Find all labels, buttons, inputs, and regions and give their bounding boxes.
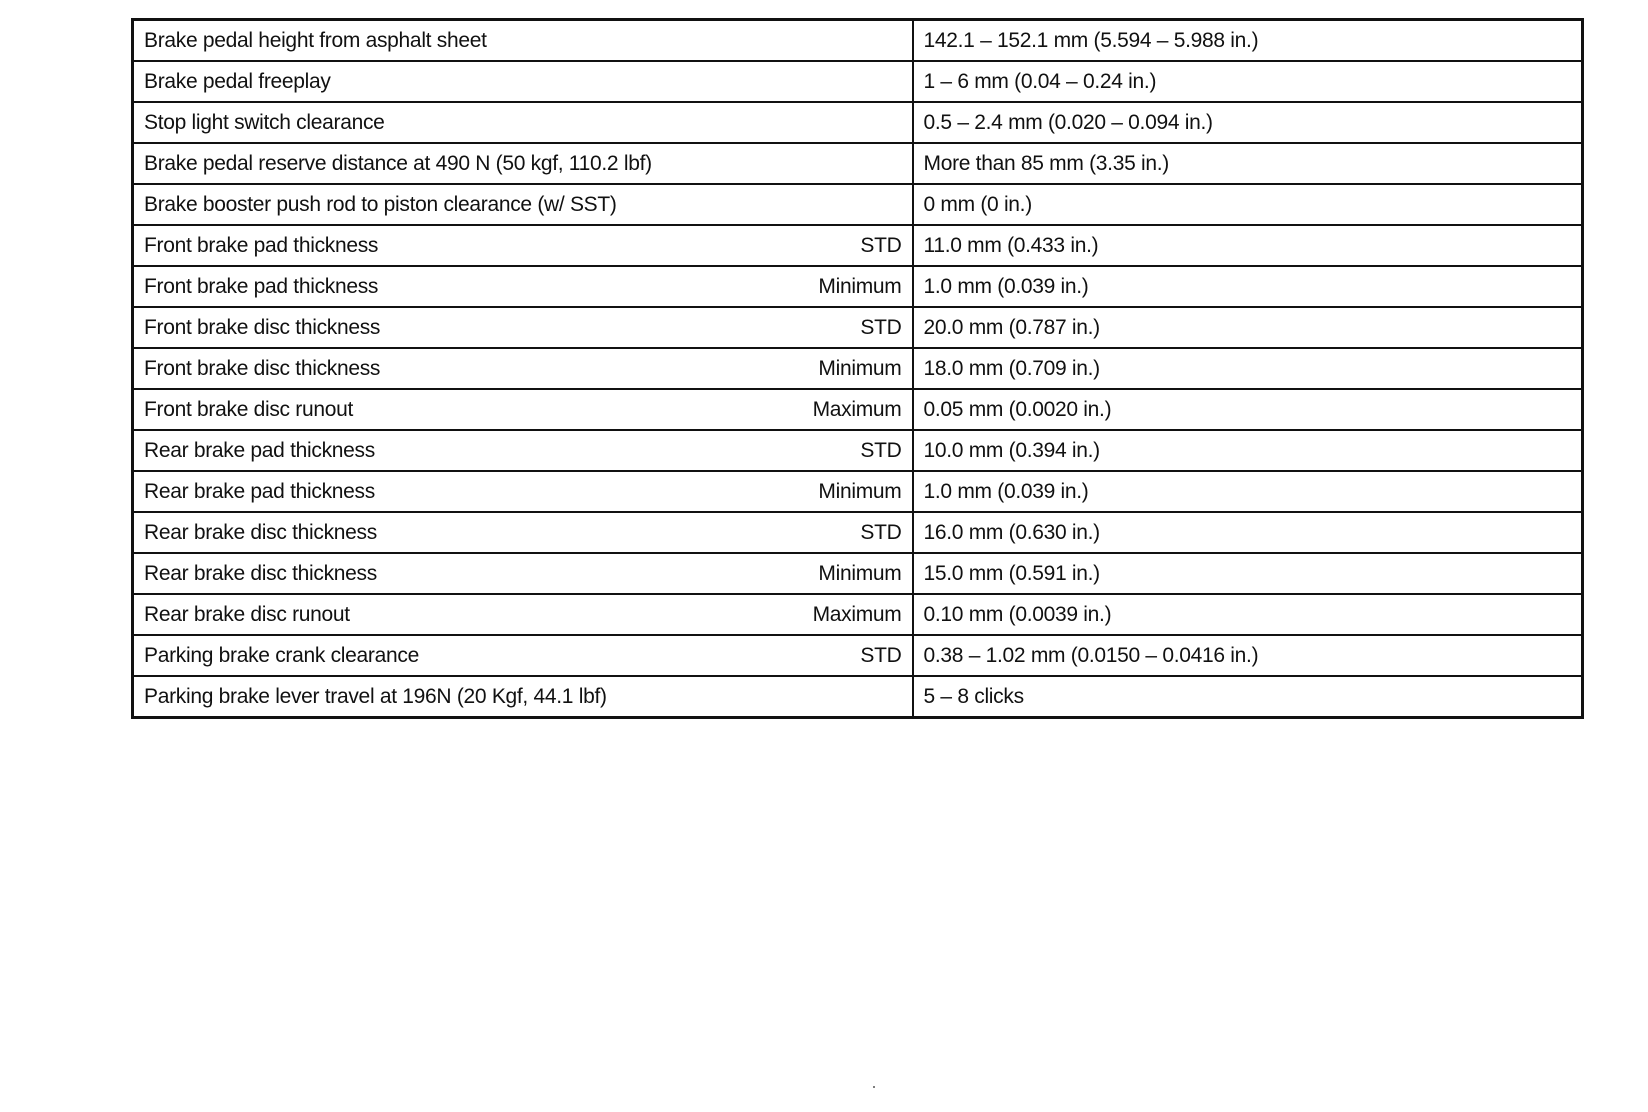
- value-cell: 1.0 mm (0.039 in.): [913, 266, 1583, 307]
- item-cell: [133, 20, 913, 62]
- item-cell: [133, 512, 913, 553]
- value-cell: 0.5 – 2.4 mm (0.020 – 0.094 in.): [913, 102, 1583, 143]
- value-cell: 10.0 mm (0.394 in.): [913, 430, 1583, 471]
- item-label: Rear brake pad thickness: [144, 438, 375, 462]
- scan-speck: [873, 1086, 875, 1088]
- item-cell: [133, 102, 913, 143]
- item-cell: [133, 266, 913, 307]
- table-row: [133, 430, 1583, 471]
- value-cell: 1.0 mm (0.039 in.): [913, 471, 1583, 512]
- item-qualifier: STD: [860, 643, 902, 667]
- table-row: [133, 594, 1583, 635]
- value-cell: 142.1 – 152.1 mm (5.594 – 5.988 in.): [913, 20, 1583, 62]
- value-cell: 16.0 mm (0.630 in.): [913, 512, 1583, 553]
- value-cell: 0.10 mm (0.0039 in.): [913, 594, 1583, 635]
- item-qualifier: STD: [860, 520, 902, 544]
- value-cell: 15.0 mm (0.591 in.): [913, 553, 1583, 594]
- item-cell: [133, 676, 913, 718]
- value-cell: 5 – 8 clicks: [913, 676, 1583, 718]
- item-label: Front brake pad thickness: [144, 233, 379, 257]
- item-qualifier: Maximum: [812, 602, 902, 626]
- value-cell: 11.0 mm (0.433 in.): [913, 225, 1583, 266]
- spec-table-body: [133, 20, 1583, 718]
- item-cell: [133, 61, 913, 102]
- table-row: [133, 307, 1583, 348]
- item-label: Front brake disc thickness: [144, 356, 381, 380]
- table-row: [133, 225, 1583, 266]
- item-cell: [133, 225, 913, 266]
- value-cell: More than 85 mm (3.35 in.): [913, 143, 1583, 184]
- item-label: Rear brake disc thickness: [144, 561, 377, 585]
- item-cell: [133, 594, 913, 635]
- table-row: [133, 676, 1583, 718]
- table-row: [133, 184, 1583, 225]
- item-label: Parking brake crank clearance: [144, 643, 419, 667]
- item-qualifier: STD: [860, 233, 902, 257]
- item-qualifier: Minimum: [818, 274, 902, 298]
- item-label: Brake pedal reserve distance at 490 N (50 kgf, 110.2 lbf): [144, 151, 652, 175]
- item-cell: [133, 430, 913, 471]
- table-row: [133, 348, 1583, 389]
- item-label: Front brake disc runout: [144, 397, 354, 421]
- table-row: [133, 102, 1583, 143]
- table-row: [133, 20, 1583, 62]
- item-qualifier: STD: [860, 315, 902, 339]
- item-label: Stop light switch clearance: [144, 110, 385, 134]
- item-label: Rear brake disc thickness: [144, 520, 377, 544]
- item-cell: [133, 635, 913, 676]
- item-label: Brake booster push rod to piston clearance (w/ SST): [144, 192, 617, 216]
- item-label: Rear brake pad thickness: [144, 479, 375, 503]
- item-label: Parking brake lever travel at 196N (20 Kgf, 44.1 lbf): [144, 684, 607, 708]
- table-row: [133, 635, 1583, 676]
- item-cell: [133, 184, 913, 225]
- item-cell: [133, 471, 913, 512]
- item-label: Front brake pad thickness: [144, 274, 379, 298]
- table-row: [133, 512, 1583, 553]
- brake-spec-table: [131, 18, 1584, 719]
- value-cell: 18.0 mm (0.709 in.): [913, 348, 1583, 389]
- item-label: Front brake disc thickness: [144, 315, 381, 339]
- table-row: [133, 471, 1583, 512]
- item-cell: [133, 389, 913, 430]
- item-qualifier: Minimum: [818, 356, 902, 380]
- table-row: [133, 553, 1583, 594]
- value-cell: 0.05 mm (0.0020 in.): [913, 389, 1583, 430]
- table-row: [133, 389, 1583, 430]
- item-cell: [133, 348, 913, 389]
- item-label: Brake pedal height from asphalt sheet: [144, 28, 487, 52]
- item-cell: [133, 553, 913, 594]
- item-label: Rear brake disc runout: [144, 602, 350, 626]
- item-cell: [133, 143, 913, 184]
- value-cell: 0 mm (0 in.): [913, 184, 1583, 225]
- value-cell: 1 – 6 mm (0.04 – 0.24 in.): [913, 61, 1583, 102]
- table-row: [133, 61, 1583, 102]
- item-cell: [133, 307, 913, 348]
- table-row: [133, 266, 1583, 307]
- item-qualifier: Minimum: [818, 561, 902, 585]
- item-label: Brake pedal freeplay: [144, 69, 331, 93]
- table-row: [133, 143, 1583, 184]
- item-qualifier: Minimum: [818, 479, 902, 503]
- item-qualifier: STD: [860, 438, 902, 462]
- item-qualifier: Maximum: [812, 397, 902, 421]
- value-cell: 0.38 – 1.02 mm (0.0150 – 0.0416 in.): [913, 635, 1583, 676]
- value-cell: 20.0 mm (0.787 in.): [913, 307, 1583, 348]
